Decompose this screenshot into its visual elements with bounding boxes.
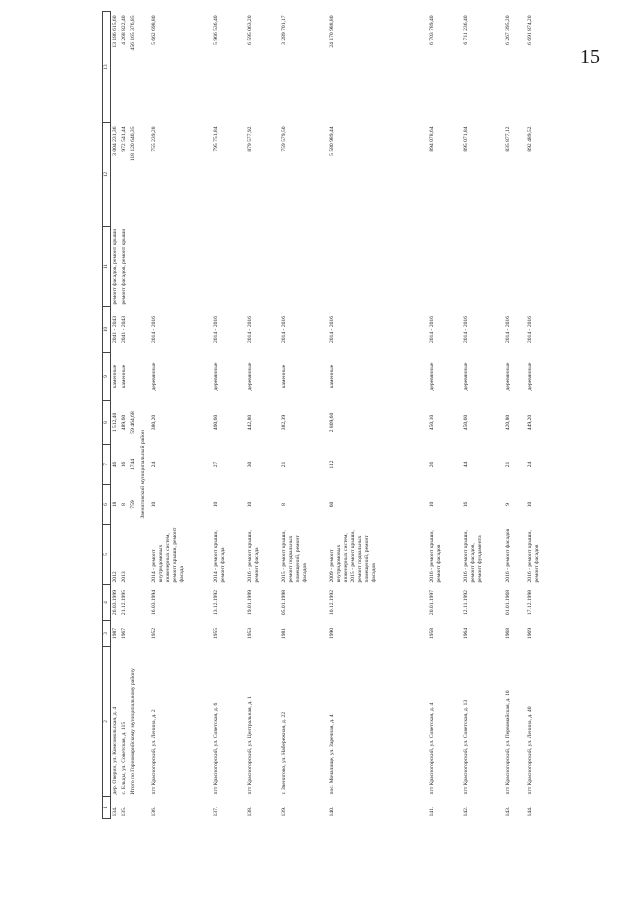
address-cell: пгт Красногорский, ул. Центральная, д. 1 [246,696,253,795]
row-number: 139. [280,806,287,817]
area-cell: 450,60 [462,414,469,431]
date-cell: 16.03.1994 [150,589,157,616]
walls-cell: каменные [328,364,335,389]
total-cell: 5 966 536,40 [212,15,219,45]
floors-cell: 10 [212,501,219,508]
walls-cell: каменные [120,364,127,389]
address-cell: пгт Красногорский, ул. Первомайская, д. 10 [504,690,511,795]
work-cell: 2016 - ремонт крыши, ремонт фасадов, ремонт фундамента [462,530,483,583]
year-cell: 1952 [150,627,157,640]
date-cell: 19.01.1999 [246,589,253,616]
cost-cell: 879 577,92 [246,126,253,152]
year-cell: 1964 [462,627,469,640]
cost-cell: 894 078,64 [428,126,435,152]
address-cell: пгт Красногорский, ул. Советская, д. 13 [462,699,469,795]
area-cell: 489,60 [120,414,127,431]
table-row [280,12,328,819]
col-header: 3 [103,621,111,647]
area-cell: 449,20 [526,414,533,431]
total-cell: 3 289 701,17 [280,15,287,45]
address-cell: дер. Оверин, ул. Комсомольская, д. 4 [112,706,118,795]
year-cell: 1969 [526,627,533,640]
table-row [328,12,428,819]
date-cell: 20.01.1997 [428,589,435,616]
col-header: 13 [103,12,111,123]
row-number: 135. [120,806,127,817]
walls-cell: деревянные [428,362,435,391]
col-header: 5 [103,525,111,585]
year-cell: 1990 [328,627,335,640]
work-cell: 2016 - ремонт крыши, ремонт фасадов [428,530,442,583]
walls-cell: деревянные [526,362,533,391]
table-row [111,12,120,819]
col-header: 10 [103,307,111,353]
period-cell: 2014 - 2016 [212,315,219,344]
col-header: 2 [103,647,111,797]
row-number: 144. [526,806,533,817]
area-cell: 420,80 [504,414,511,431]
period-cell: 2014 - 2016 [280,315,287,344]
flats-cell: 24 [526,461,533,468]
table-row [120,12,129,819]
date-cell: 05.01.1998 [280,589,287,616]
kind-cell [150,227,212,307]
address-cell: г. Звенигово, ул. Набережная, д. 22 [280,711,287,795]
floors-cell: 10 [428,501,435,508]
total-cell: 5 662 698,80 [150,15,157,45]
kind-cell [428,227,462,307]
flats-cell: 21 [504,461,511,468]
floors-cell: 8 [280,503,287,506]
floors-cell: 18 [112,501,118,508]
walls-cell: каменные [112,364,118,389]
kind-cell [526,227,556,307]
address-cell: пгт Красногорский, ул. Советская, д. 4 [428,702,435,795]
flats-cell: 30 [246,461,253,468]
row-number: 137. [212,806,219,817]
walls-cell: деревянные [504,362,511,391]
date-cell: 17.12.1998 [526,589,533,616]
date-cell: 26.03.1999 [112,589,118,616]
kind-cell [246,227,280,307]
total-area: 59 464,68 [129,411,136,434]
table-row [462,12,504,819]
date-cell: 21.12.1995 [120,589,127,616]
year-cell: 1987 [112,627,118,640]
area-cell: 380,20 [150,414,157,431]
cost-cell: 972 541,44 [120,126,127,152]
table-row [504,12,526,819]
col-header: 1 [103,797,111,819]
header-row [103,12,111,819]
table-row [212,12,246,819]
flats-cell: 24 [150,461,157,468]
total-sum: 456 165 376,85 [129,15,136,51]
walls-cell: деревянные [212,362,219,391]
row-number: 142. [462,806,469,817]
walls-cell: каменные [280,364,287,389]
col-header: 11 [103,227,111,307]
flats-cell: 16 [120,461,127,468]
date-cell: 13.12.1992 [212,589,219,616]
area-cell: 1 512,40 [112,412,118,433]
walls-cell: деревянные [246,362,253,391]
floors-cell: 60 [328,501,335,508]
walls-cell: деревянные [150,362,157,391]
area-cell: 400,60 [212,414,219,431]
year-cell: 1958 [428,627,435,640]
period-cell: 2041 - 2043 [112,315,118,344]
total-row [129,12,138,819]
total-cell: 24 170 988,80 [328,15,335,48]
work-cell: 2009 - ремонт внутридомовых инженерных систем, 2015 - ремонт крыши, ремонт подвальных помещений, ремонт фасадов [328,530,377,583]
cost-cell: 835 877,12 [504,126,511,152]
address-cell: пгт Красногорский, ул. Советская, д. 6 [212,702,219,795]
cost-cell: 755 239,28 [150,126,157,152]
col-header: 4 [103,585,111,621]
address-cell: пгт Красногорский, ул. Ленина, д. 2 [150,709,157,795]
kind-cell [328,227,428,307]
address-cell: с. Ельцы, ул. Советская, д. 115 [120,721,127,795]
total-cell: 4 268 822,40 [120,15,127,45]
total-floors: 759 [129,500,136,509]
period-cell: 2014 - 2016 [462,315,469,344]
table-row [526,12,556,819]
row-number: 134. [112,806,118,817]
date-cell: 10.12.1992 [328,589,335,616]
cost-cell: 892 489,52 [526,126,533,152]
work-cell: 2016 - ремонт крыши, ремонт фасадов [526,530,540,583]
floors-cell: 9 [504,503,511,506]
rotated-table-block [102,12,640,819]
work-cell: 2012 [112,571,118,583]
flats-cell: 44 [462,461,469,468]
cost-cell: 3 004 231,36 [112,126,118,156]
area-cell: 382,39 [280,414,287,431]
row-number: 136. [150,806,157,817]
total-cell: 6 267 395,20 [504,15,511,45]
period-cell: 2014 - 2016 [504,315,511,344]
area-cell: 2 809,60 [328,412,335,433]
flats-cell: 21 [280,461,287,468]
kind-cell [212,227,246,307]
floors-cell: 8 [120,503,127,506]
period-cell: 2014 - 2016 [526,315,533,344]
period-cell: 2041 - 2043 [120,315,127,344]
total-flats: 1744 [129,458,136,471]
floors-cell: 16 [462,501,469,508]
year-cell: 1953 [246,627,253,640]
area-cell: 450,10 [428,414,435,431]
flats-cell: 27 [212,461,219,468]
kind-cell [504,227,526,307]
kind-cell [462,227,504,307]
date-cell: 12.11.1992 [462,590,469,615]
period-cell: 2014 - 2016 [428,315,435,344]
total-label: Итого по Горномарийскому муниципальному району [129,668,136,795]
period-cell: 2014 - 2016 [246,315,253,344]
floors-cell: 10 [150,501,157,508]
work-cell: 2013 [120,571,127,583]
work-cell: 2015 - ремонт крыши, ремонт подвальных помещений, ремонт фасадов [280,530,308,583]
year-cell: 1967 [120,627,127,640]
cost-cell: 5 580 989,44 [328,126,335,156]
area-cell: 442,80 [246,414,253,431]
total-cost: 118 120 640,35 [129,126,136,162]
flats-cell: 112 [328,460,335,469]
page-number: 15 [580,46,600,68]
period-cell: 2014 - 2016 [328,315,335,344]
col-header: 7 [103,445,111,485]
year-cell: 1955 [212,627,219,640]
table-row [246,12,280,819]
col-header: 12 [103,123,111,227]
walls-cell: деревянные [462,362,469,391]
address-cell: пос. Мочалище, ул. Заречная, д. 4 [328,714,335,795]
work-cell: 2016 - ремонт крыши, ремонт фасада [246,530,260,583]
row-number: 143. [504,806,511,817]
year-cell: 1968 [504,627,511,640]
housing-register-table [102,11,556,819]
address-cell: пгт Красногорский, ул. Ленина, д. 40 [526,706,533,795]
section-title: Звениговский муниципальный район [139,430,146,519]
total-cell: 6 711 236,40 [462,15,469,45]
table-row [428,12,462,819]
row-number: 140. [328,806,335,817]
total-cell: 6 691 874,20 [526,15,533,45]
col-header: 8 [103,401,111,445]
kind-cell [280,227,328,307]
kind-cell: ремонт фасадов, ремонт крыши [112,228,118,305]
col-header: 9 [103,353,111,401]
cost-cell: 759 579,50 [280,126,287,152]
period-cell: 2014 - 2016 [150,315,157,344]
flats-cell: 46 [112,461,118,468]
work-cell: 2016 - ремонт фасадов [504,528,511,583]
floors-cell: 10 [526,501,533,508]
table-row [150,12,212,819]
cost-cell: 895 071,84 [462,126,469,152]
section-row [138,12,150,819]
total-cell: 6 595 063,20 [246,15,253,45]
date-cell: 01.01.1968 [504,589,511,616]
cost-cell: 795 751,84 [212,126,219,152]
work-cell: 2014 - ремонт крыши, ремонт фасада [212,530,226,583]
year-cell: 1981 [280,627,287,640]
row-number: 141. [428,806,435,817]
kind-cell: ремонт фасадов, ремонт крыши [120,228,127,305]
total-cell: 13 186 615,60 [112,15,118,48]
col-header: 6 [103,485,111,525]
work-cell: 2014 - ремонт внутридомовых инженерных систем, ремонт крыши, ремонт фасада [150,527,185,583]
total-cell: 6 703 789,40 [428,15,435,45]
floors-cell: 10 [246,501,253,508]
row-number: 138. [246,806,253,817]
flats-cell: 26 [428,461,435,468]
